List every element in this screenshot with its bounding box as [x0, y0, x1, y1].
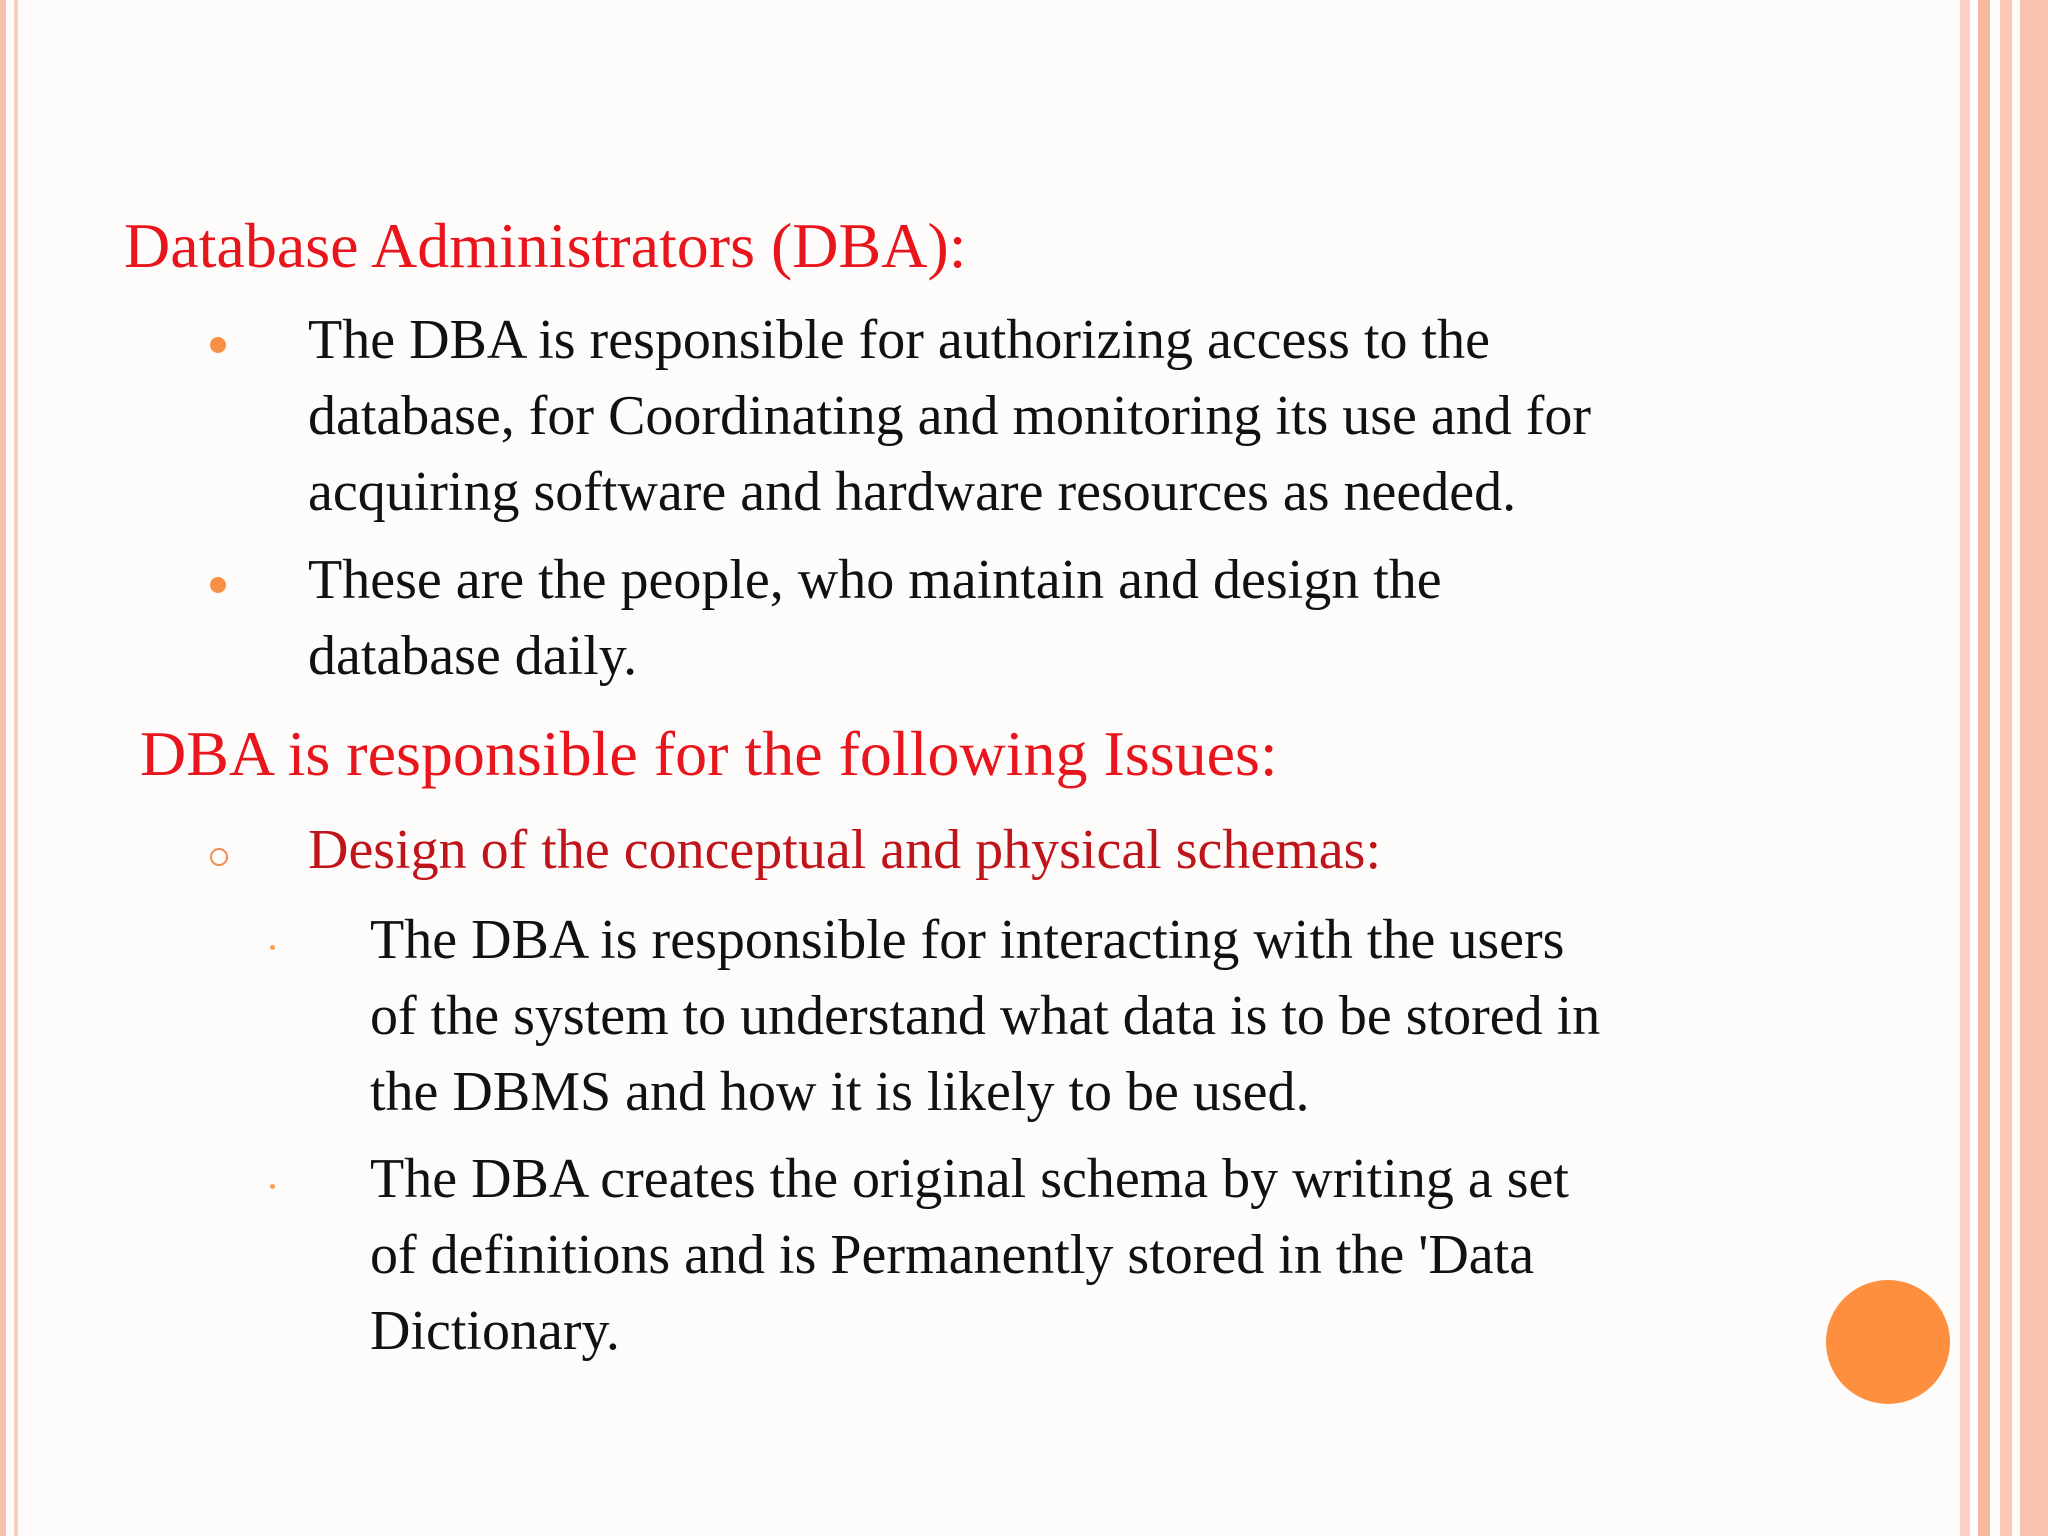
text-line: database, for Coordinating and monitoring its use and for — [308, 385, 1592, 447]
dba-point-1 — [308, 302, 1591, 530]
bullet-hollow-icon — [210, 848, 228, 866]
decorative-circle-icon — [1826, 1280, 1950, 1404]
text-line: The DBA is responsible for interacting with the users — [370, 909, 1565, 971]
bullet-filled-icon — [210, 337, 226, 353]
slide-heading-issues: DBA is responsible for the following Issues: — [140, 718, 1278, 789]
dba-point-2 — [308, 542, 1442, 694]
text-line: acquiring software and hardware resources as needed. — [308, 461, 1517, 523]
left-border-stripe-inner — [14, 0, 18, 1536]
issue-1-title: Design of the conceptual and physical schemas: — [308, 819, 1381, 881]
right-border-stripe — [2020, 0, 2048, 1536]
right-border-stripe — [2000, 0, 2012, 1536]
text-line: of definitions and is Permanently stored in the 'Data — [370, 1224, 1535, 1286]
issue-1-point-2 — [370, 1141, 1569, 1369]
text-line: database daily. — [308, 625, 638, 687]
text-line: of the system to understand what data is to be stored in — [370, 985, 1601, 1047]
right-border-stripe — [1960, 0, 1970, 1536]
text-line: These are the people, who maintain and design the — [308, 549, 1442, 611]
text-line: The DBA creates the original schema by writing a set — [370, 1148, 1569, 1210]
bullet-small-icon — [270, 1184, 275, 1189]
bullet-small-icon — [270, 945, 275, 950]
slide-heading-dba: Database Administrators (DBA): — [124, 210, 967, 281]
issue-1-point-1 — [370, 902, 1600, 1130]
text-line: the DBMS and how it is likely to be used. — [370, 1061, 1310, 1123]
left-border-stripe — [0, 0, 6, 1536]
text-line: Dictionary. — [370, 1300, 620, 1362]
right-border-stripe — [1978, 0, 1990, 1536]
bullet-filled-icon — [210, 577, 226, 593]
text-line: The DBA is responsible for authorizing access to the — [308, 309, 1490, 371]
